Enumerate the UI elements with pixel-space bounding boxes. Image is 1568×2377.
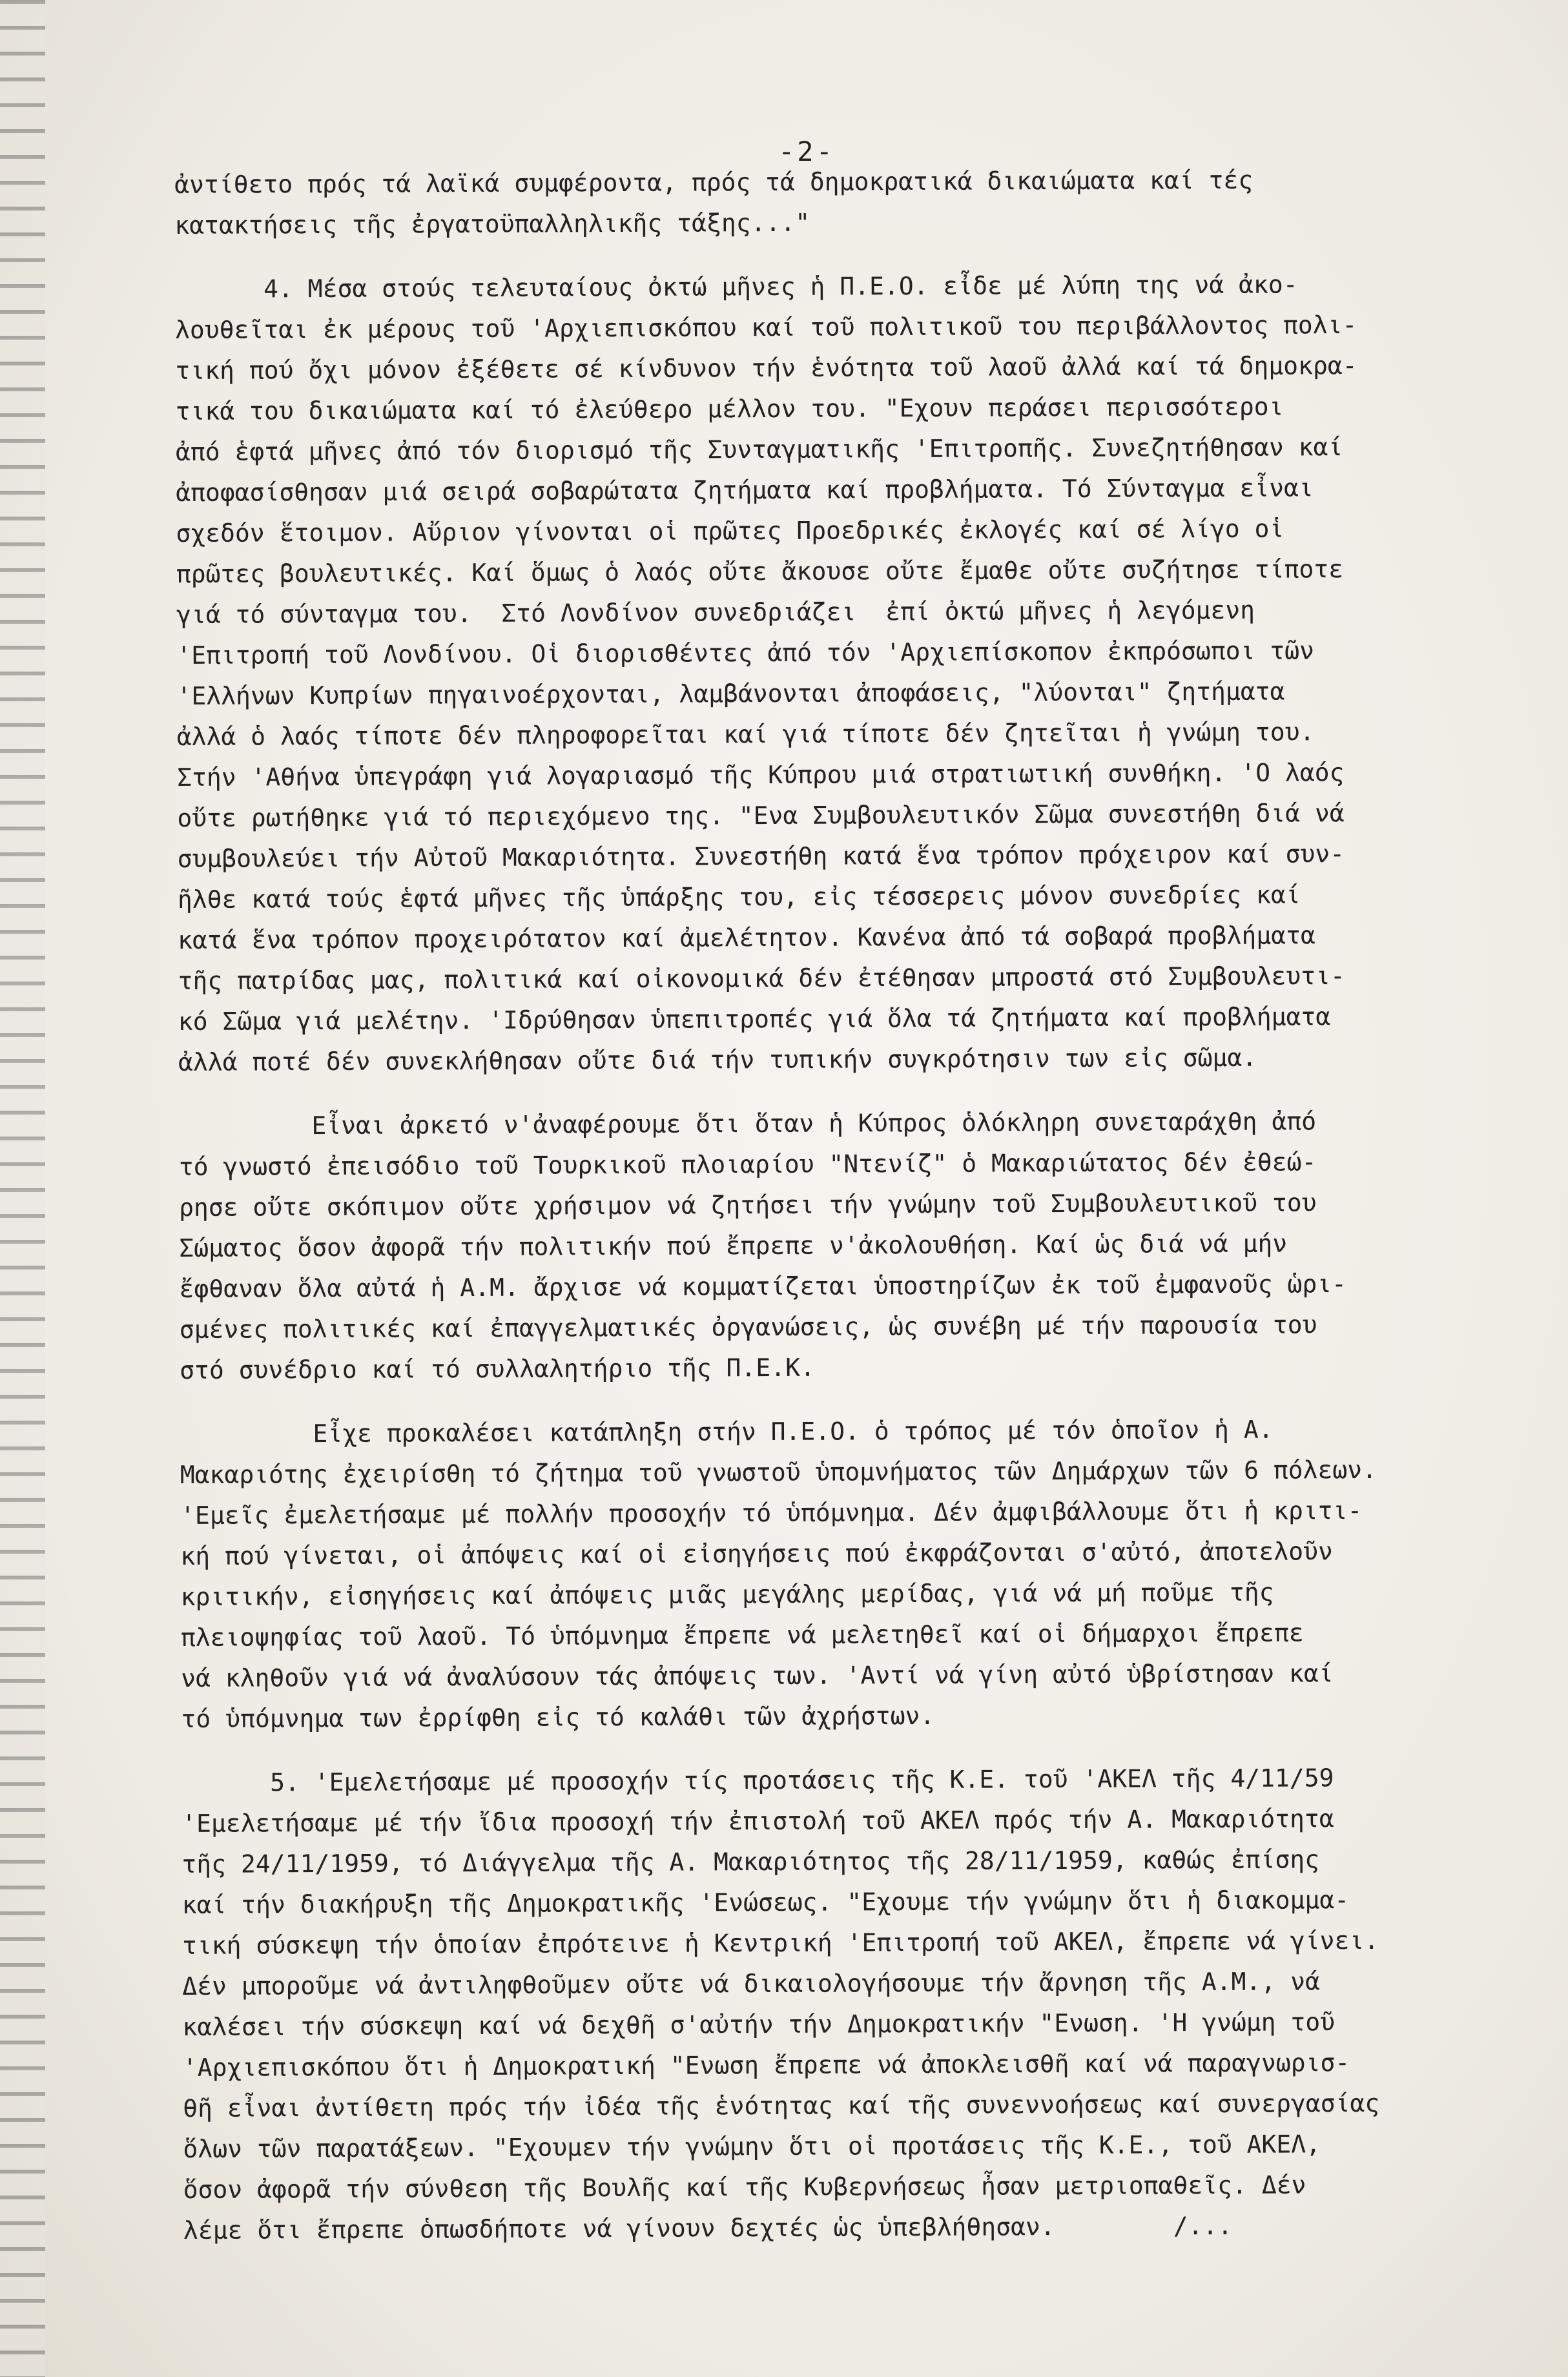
text-line: κριτικήν, εἰσηγήσεις καί ἀπόψεις μιᾶς μεγάλης μερίδας, γιά νά μή ποῦμε τῆς xyxy=(180,1578,1274,1611)
text-line: ἀλλά ὁ λαός τίποτε δέν πληροφορεῖται καί γιά τίποτε δέν ζητεῖται ἡ γνώμη του. xyxy=(176,717,1315,751)
text-line: κό Σῶμα γιά μελέτην. 'Ιδρύθησαν ὑπεπιτροπές γιά ὅλα τά ζητήματα καί προβλήματα xyxy=(178,1002,1331,1036)
text-line: καί τήν διακήρυξη τῆς Δημοκρατικῆς 'Ενώσεως. "Εχουμε τήν γνώμην ὅτι ἡ διακομμα- xyxy=(181,1886,1350,1919)
text-line: συμβουλεύει τήν Αὐτοῦ Μακαριότητα. Συνεστήθη κατά ἕνα τρόπον πρόχειρον καί συν- xyxy=(177,839,1345,873)
text-line: ὅσον ἀφορᾶ τήν σύνθεση τῆς Βουλῆς καί τῆς Κυβερνήσεως ἦσαν μετριοπαθεῖς. Δέν xyxy=(183,2170,1306,2204)
text-line: κή πού γίνεται, οἱ ἀπόψεις καί οἱ εἰσηγήσεις πού ἐκφράζονται σ'αὐτό, ἀποτελοῦν xyxy=(180,1537,1333,1570)
text-line: ἀντίθετο πρός τά λαϊκά συμφέροντα, πρός τά δημοκρατικά δικαιώματα καί τές xyxy=(174,165,1253,199)
body-text xyxy=(174,159,1553,2251)
text-line: 'Εμελετήσαμε μέ τήν ἴδια προσοχή τήν ἐπιστολή τοῦ ΑΚΕΛ πρός τήν Α. Μακαριότητα xyxy=(181,1804,1334,1838)
text-line: ἀπό ἑφτά μῆνες ἀπό τόν διορισμό τῆς Συνταγματικῆς 'Επιτροπῆς. Συνεζητήθησαν καί xyxy=(175,433,1343,466)
text-line: ἔφθαναν ὅλα αὐτά ἡ Α.Μ. ἄρχισε νά κομματίζεται ὑποστηρίζων ἐκ τοῦ ἐμφανοῦς ὡρι- xyxy=(179,1270,1347,1303)
text-line: 'Ελλήνων Κυπρίων πηγαινοέρχονται, λαμβάνονται ἀποφάσεις, "λύονται" ζητήματα xyxy=(176,677,1285,710)
text-line: λέμε ὅτι ἔπρεπε ὁπωσδήποτε νά γίνουν δεχτές ὡς ὑπεβλήθησαν. /... xyxy=(183,2211,1233,2245)
text-line: τό ὑπόμνημα των ἐρρίφθη εἰς τό καλάθι τῶν ἀχρήστων. xyxy=(181,1701,935,1733)
text-line: στό συνέδριο καί τό συλλαλητήριο τῆς Π.Ε.Κ. xyxy=(180,1353,815,1384)
text-line: τική πού ὄχι μόνον ἐξέθετε σέ κίνδυνον τήν ἑνότητα τοῦ λαοῦ ἀλλά καί τά δημοκρα- xyxy=(175,351,1357,385)
text-line: ἀποφασίσθησαν μιά σειρά σοβαρώτατα ζητήματα καί προβλήματα. Τό Σύνταγμα εἶναι xyxy=(176,473,1314,507)
text-line: τικά του δικαιώματα καί τό ἐλεύθερο μέλλον του. "Εχουν περάσει περισσότεροι xyxy=(175,392,1284,426)
text-line: κατά ἕνα τρόπον προχειρότατον καί ἀμελέτητον. Κανένα ἀπό τά σοβαρά προβλήματα xyxy=(178,921,1315,954)
text-line: 'Εμεῖς ἐμελετήσαμε μέ πολλήν προσοχήν τό ὑπόμνημα. Δέν ἀμφιβάλλουμε ὅτι ἡ κριτι- xyxy=(180,1496,1363,1530)
text-line: ὅλων τῶν παρατάξεων. "Εχουμεν τήν γνώμην ὅτι οἱ προτάσεις τῆς Κ.Ε., τοῦ ΑΚΕΛ, xyxy=(183,2130,1321,2163)
text-line: Στήν 'Αθήνα ὑπεγράφη γιά λογαριασμό τῆς Κύπρου μιά στρατιωτική συνθήκη. 'Ο λαός xyxy=(177,758,1345,792)
text-line: 4. Μέσα στούς τελευταίους ὀκτώ μῆνες ἡ Π.Ε.Ο. εἶδε μέ λύπη της νά ἀκο- xyxy=(174,270,1298,304)
text-line: κατακτήσεις τῆς ἐργατοϋπαλληλικῆς τάξης..." xyxy=(174,208,810,240)
text-line: τῆς πατρίδας μας, πολιτικά καί οἰκονομικά δέν ἐτέθησαν μπροστά στό Συμβουλευτι- xyxy=(178,962,1345,995)
text-line: σμένες πολιτικές καί ἐπαγγελματικές ὀργανώσεις, ὡς συνέβη μέ τήν παρουσία του xyxy=(179,1310,1317,1344)
text-line: νά κληθοῦν γιά νά ἀναλύσουν τάς ἀπόψεις των. 'Αντί νά γίνη αὐτό ὑβρίστησαν καί xyxy=(181,1659,1334,1693)
text-line: θῆ εἶναι ἀντίθετη πρός τήν ἰδέα τῆς ἑνότητας καί τῆς συνεννοήσεως καί συνεργασίας xyxy=(183,2088,1380,2123)
text-line: Εἶναι ἀρκετό ν'ἀναφέρουμε ὅτι ὅταν ἡ Κύπρος ὁλόκληρη συνεταράχθη ἀπό xyxy=(178,1107,1317,1140)
page-number: -2- xyxy=(778,136,835,167)
text-line: 'Αρχιεπισκόπου ὅτι ἡ Δημοκρατική "Ενωση ἔπρεπε νά ἀποκλεισθῆ καί νά παραγνωρισ- xyxy=(182,2048,1350,2082)
text-line: γιά τό σύνταγμα του. Στό Λονδίνον συνεδριάζει ἐπί ὀκτώ μῆνες ἡ λεγόμενη xyxy=(176,595,1255,629)
text-line: Δέν μποροῦμε νά ἀντιληφθοῦμεν οὔτε νά δικαιολογήσουμε τήν ἄρνηση τῆς Α.Μ., νά xyxy=(182,1967,1320,2001)
text-line: οὔτε ρωτήθηκε γιά τό περιεχόμενο της. "Ενα Συμβουλευτικόν Σῶμα συνεστήθη διά νά xyxy=(177,799,1345,832)
text-line: Μακαριότης ἐχειρίσθη τό ζήτημα τοῦ γνωστοῦ ὑπομνήματος τῶν Δημάρχων τῶν 6 πόλεων. xyxy=(180,1455,1377,1489)
text-line: Σώματος ὅσον ἀφορᾶ τήν πολιτικήν πού ἔπρεπε ν'ἀκολουθήση. Καί ὡς διά νά μήν xyxy=(179,1229,1288,1262)
text-line: 'Επιτροπή τοῦ Λονδίνου. Οἱ διορισθέντες ἀπό τόν 'Αρχιεπίσκοπον ἐκπρόσωποι τῶν xyxy=(176,636,1315,670)
text-line: Εἶχε προκαλέσει κατάπληξη στήν Π.Ε.Ο. ὁ τρόπος μέ τόν ὁποῖον ἡ Α. xyxy=(180,1415,1274,1448)
text-line: πλειοψηφίας τοῦ λαοῦ. Τό ὑπόμνημα ἔπρεπε νά μελετηθεῖ καί οἱ δήμαρχοι ἔπρεπε xyxy=(180,1618,1304,1652)
text-line: ἀλλά ποτέ δέν συνεκλήθησαν οὔτε διά τήν τυπικήν συγκρότησιν των εἰς σῶμα. xyxy=(178,1043,1257,1076)
text-line: καλέσει τήν σύσκεψη καί νά δεχθῆ σ'αὐτήν τήν Δημοκρατικήν "Ενωση. 'Η γνώμη τοῦ xyxy=(182,2008,1336,2041)
text-line: λουθεῖται ἐκ μέρους τοῦ 'Αρχιεπισκόπου καί τοῦ πολιτικοῦ του περιβάλλοντος πολι- xyxy=(175,311,1357,344)
text-line: πρῶτες βουλευτικές. Καί ὅμως ὁ λαός οὔτε ἄκουσε οὔτε ἔμαθε οὔτε συζήτησε τίποτε xyxy=(176,555,1344,588)
scan-edge-noise xyxy=(0,0,45,2377)
text-line: τῆς 24/11/1959, τό Διάγγελμα τῆς Α. Μακαριότητος τῆς 28/11/1959, καθώς ἐπίσης xyxy=(181,1845,1320,1878)
text-line: σχεδόν ἕτοιμον. Αὔριον γίνονται οἱ πρῶτες Προεδρικές ἐκλογές καί σέ λίγο οἱ xyxy=(176,514,1284,548)
text-line: 5. 'Εμελετήσαμε μέ προσοχήν τίς προτάσεις τῆς Κ.Ε. τοῦ 'ΑΚΕΛ τῆς 4/11/59 xyxy=(181,1764,1334,1797)
text-line: τό γνωστό ἐπεισόδιο τοῦ Τουρκικοῦ πλοιαρίου "Ντενίζ" ὁ Μακαριώτατος δέν ἐθεώ- xyxy=(178,1147,1317,1181)
text-line: ρησε οὔτε σκόπιμον οὔτε χρήσιμον νά ζητήσει τήν γνώμην τοῦ Συμβουλευτικοῦ του xyxy=(178,1188,1317,1222)
text-line: ῆλθε κατά τούς ἑφτά μῆνες τῆς ὑπάρξης του, εἰς τέσσερεις μόνον συνεδρίες καί xyxy=(177,880,1301,914)
text-line: τική σύσκεψη τήν ὁποίαν ἐπρότεινε ἡ Κεντρική 'Επιτροπή τοῦ ΑΚΕΛ, ἔπρεπε νά γίνει. xyxy=(181,1926,1379,1960)
